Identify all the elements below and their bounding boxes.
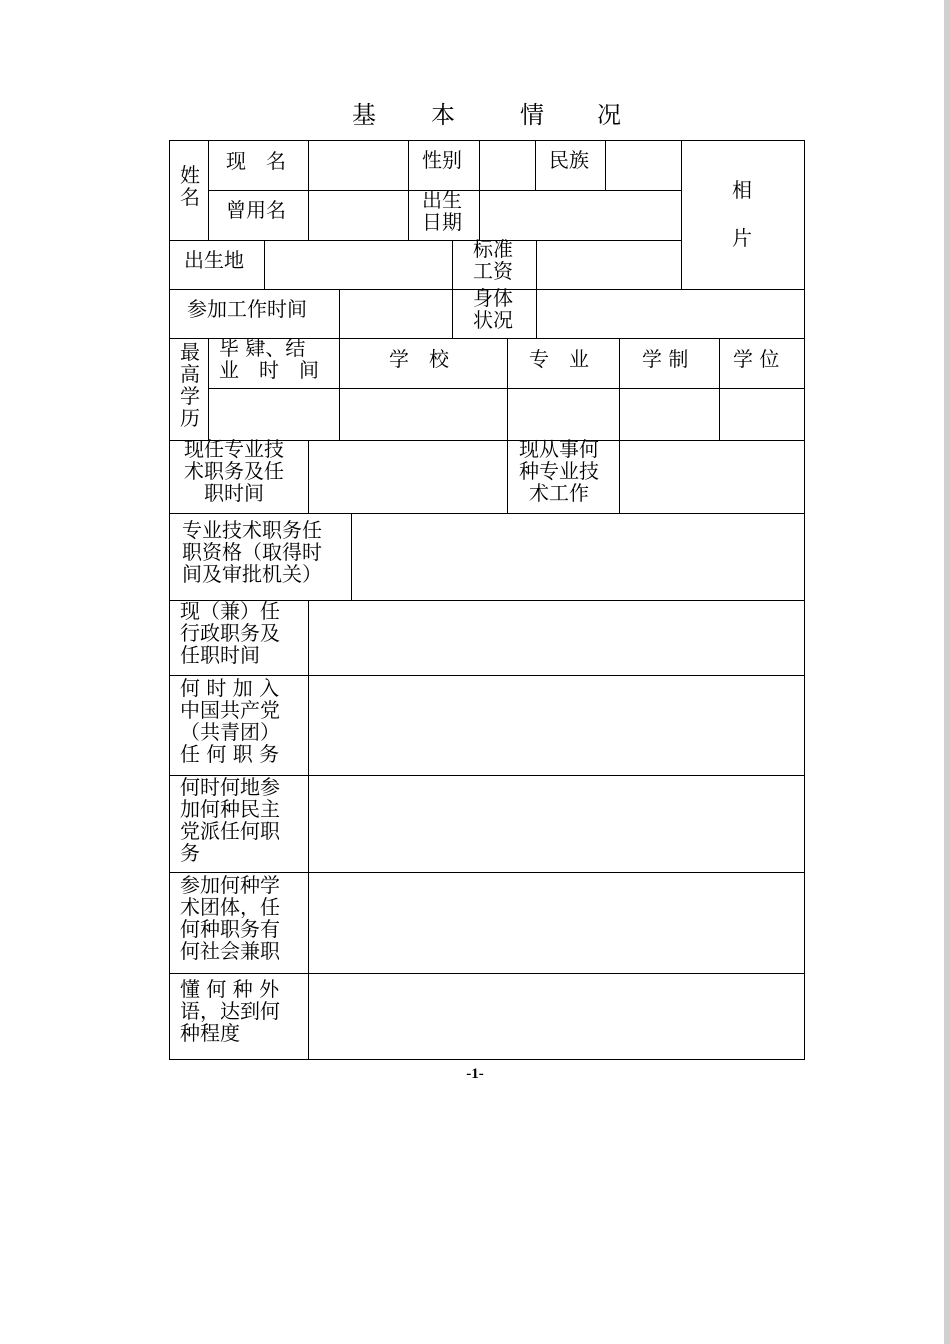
ethnicity-field[interactable] xyxy=(606,141,681,190)
former-name-label: 曾用名 xyxy=(226,198,286,222)
birth-date-field[interactable] xyxy=(480,191,681,240)
work-start-label: 参加工作时间 xyxy=(187,297,307,321)
birth-date-label: 出生 日期 xyxy=(422,188,462,234)
study-duration-field[interactable] xyxy=(620,389,719,440)
party-label: 何 时 加 入 中国共产党 （共青团） 任 何 职 务 xyxy=(180,676,280,766)
school-field[interactable] xyxy=(340,389,507,440)
work-start-field[interactable] xyxy=(340,290,452,338)
degree-field[interactable] xyxy=(720,389,804,440)
admin-post-label: 现（兼）任 行政职务及 任职时间 xyxy=(180,599,280,667)
title-char-3: 情 xyxy=(520,101,544,129)
foreign-language-label: 懂 何 种 外 语，达到何 种程度 xyxy=(180,977,280,1045)
tech-work-field[interactable] xyxy=(620,441,804,513)
school-label: 学 校 xyxy=(389,347,449,371)
photo-box[interactable] xyxy=(682,141,804,289)
health-field[interactable] xyxy=(537,290,804,338)
foreign-language-field[interactable] xyxy=(309,974,804,1059)
tech-title-field[interactable] xyxy=(309,441,507,513)
standard-salary-field[interactable] xyxy=(537,241,681,289)
name-group-label: 姓 名 xyxy=(180,163,200,209)
page-number: -1- xyxy=(466,1066,484,1082)
health-label: 身体 状况 xyxy=(473,286,513,332)
party-field[interactable] xyxy=(309,676,804,775)
title-char-4: 况 xyxy=(597,101,621,129)
page-edge xyxy=(944,0,950,1344)
former-name-field[interactable] xyxy=(309,191,408,240)
graduation-time-label: 毕 肄、结 业 时 间 xyxy=(219,336,319,382)
birthplace-field[interactable] xyxy=(265,241,452,289)
qualification-field[interactable] xyxy=(352,514,804,600)
admin-post-field[interactable] xyxy=(309,601,804,675)
academic-group-label: 参加何种学 术团体，任 何种职务有 何社会兼职 xyxy=(180,873,280,963)
degree-label: 学 位 xyxy=(733,347,780,371)
graduation-time-field[interactable] xyxy=(209,389,339,440)
democratic-party-field[interactable] xyxy=(309,776,804,872)
academic-group-field[interactable] xyxy=(309,873,804,973)
major-label: 专 业 xyxy=(529,347,589,371)
ethnicity-label: 民族 xyxy=(549,148,589,172)
current-name-field[interactable] xyxy=(309,141,408,190)
birthplace-label: 出生地 xyxy=(184,248,244,272)
major-field[interactable] xyxy=(508,389,619,440)
education-group-label: 最 高 学 历 xyxy=(180,340,200,430)
title-char-1: 基 xyxy=(352,101,376,129)
page-title xyxy=(0,95,950,129)
tech-work-label: 现从事何 种专业技 术工作 xyxy=(519,437,599,505)
tech-title-label: 现任专业技 术职务及任 职时间 xyxy=(184,437,284,505)
qualification-label: 专业技术职务任 职资格（取得时 间及审批机关） xyxy=(182,518,322,586)
photo-label: 相 片 xyxy=(732,178,752,250)
democratic-party-label: 何时何地参 加何种民主 党派任何职 务 xyxy=(180,775,280,865)
gender-field[interactable] xyxy=(480,141,535,190)
standard-salary-label: 标准 工资 xyxy=(473,237,513,283)
title-char-2: 本 xyxy=(431,101,455,129)
study-duration-label: 学 制 xyxy=(642,347,689,371)
gender-label: 性别 xyxy=(422,148,462,172)
current-name-label: 现 名 xyxy=(226,149,286,173)
